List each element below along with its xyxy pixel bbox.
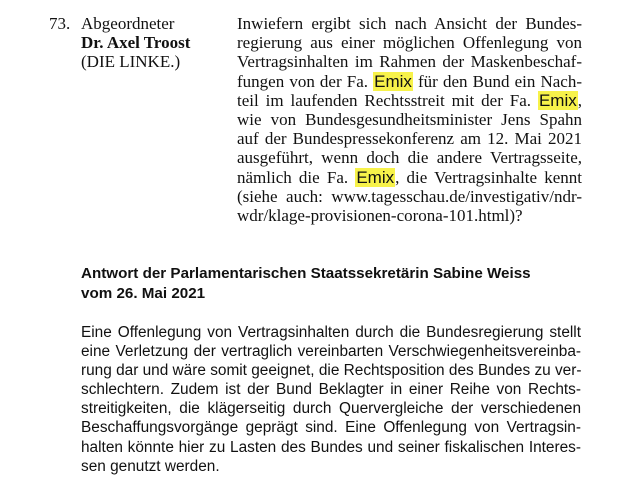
question-line: nämlich die Fa. Emix, die Vertragsinhalte kennt [237, 167, 583, 187]
answer-line: Eine Offenlegung von Vertragsinhalten durch die Bundesregierung stellt [81, 324, 581, 341]
question-line: wdr/klage-provisionen-corona-101.html)? [237, 206, 523, 226]
asker-block [81, 14, 231, 71]
answer-line: rung dar und wäre somit geeignet, die Rechtsposition des Bundes zu ver- [81, 362, 582, 380]
asker-name: Dr. Axel Troost [81, 33, 191, 52]
answer-heading-line: Antwort der Parlamentarischen Staatssekretärin Sabine Weiss [81, 265, 531, 282]
question-line: wie von Bundesgesundheitsminister Jens Spahn [237, 110, 582, 130]
answer-line: streitigkeiten, die klägerseitig durch Quervergleiche der verschiedenen [81, 400, 581, 418]
highlighted-term: Emix [538, 90, 577, 110]
question-line: (siehe auch: www.tagesschau.de/investigativ/ndr- [237, 186, 582, 206]
asker-role: Abgeordneter [81, 14, 175, 33]
answer-line: schlechtern. Zudem ist der Bund Beklagter in einer Reihe von Rechts- [81, 381, 581, 399]
question-text [237, 14, 582, 225]
answer-line: eine Verletzung der vertraglich vereinbarten Verschwiegenheitsvereinba- [81, 343, 581, 361]
question-line: auf der Bundespressekonferenz am 12. Mai 2021 [237, 129, 582, 149]
highlighted-term: Emix [374, 71, 412, 91]
question-line: teil im laufenden Rechtsstreit mit der Fa. Emix, [237, 90, 582, 110]
answer-heading [81, 264, 581, 303]
question-line: Vertragsinhalten im Rahmen der Maskenbeschaf- [237, 52, 582, 72]
question-line: regierung aus einer möglichen Offenlegung von [237, 33, 582, 53]
answer-date: vom 26. Mai 2021 [81, 284, 206, 302]
question-number: 73. [49, 14, 71, 33]
question-line: Inwiefern ergibt sich nach Ansicht der Bundes- [237, 14, 582, 33]
question-line: ausgeführt, wenn doch die andere Vertragsseite, [237, 148, 582, 168]
question-line: fungen von der Fa. Emix für den Bund ein Nach- [237, 71, 582, 91]
highlighted-term: Emix [356, 167, 395, 187]
answer-text [81, 323, 581, 476]
asker-party: (DIE LINKE.) [81, 52, 181, 71]
answer-line: sen genutzt werden. [81, 457, 220, 475]
answer-line: Beschaffungsvorgänge geprägt sind. Eine Offenlegung von Vertragsin- [81, 419, 581, 437]
answer-line: halten könnte hier zu Lasten des Bundes und seiner fiskalischen Interes- [81, 438, 581, 456]
